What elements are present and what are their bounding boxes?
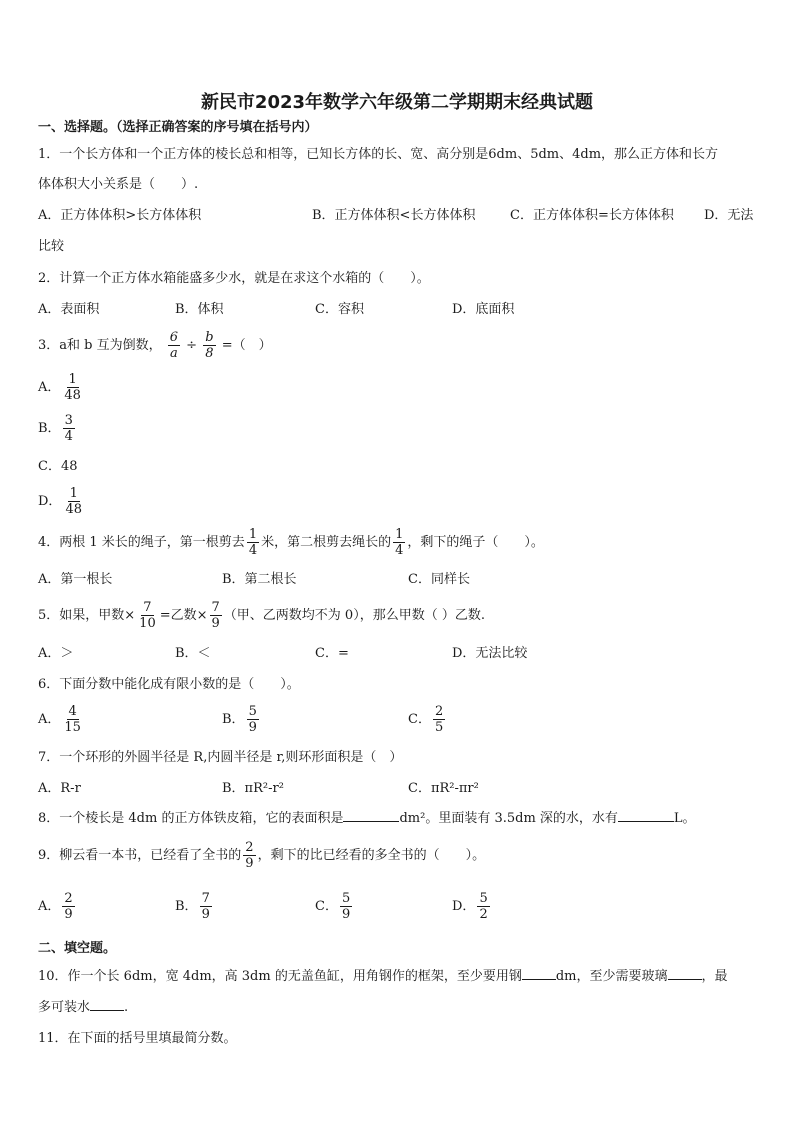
q3-fraction-6-over-a [168, 330, 180, 361]
numerator: 7 [143, 600, 152, 615]
q4-text-1: 4．两根 1 米长的绳子，第一根剪去 [38, 535, 245, 550]
q3-option-d[interactable] [38, 486, 86, 518]
q10-text-2: dm，至少需要玻璃 [555, 969, 668, 984]
q10-text-3: ，最 [701, 969, 728, 984]
option-letter: D． [452, 899, 476, 914]
q3-option-c[interactable]: C．48 [38, 459, 78, 474]
q5-option-c[interactable]: C．= [315, 646, 349, 661]
option-letter: A． [38, 380, 61, 395]
numerator: b [205, 330, 214, 345]
q5-text-2: =乙数× [159, 608, 208, 623]
fraction [62, 372, 83, 403]
option-letter: B． [222, 712, 245, 727]
q5-option-b[interactable]: B．＜ [175, 646, 211, 661]
numerator: 2 [245, 840, 254, 855]
q10-text-5: . [124, 1000, 129, 1015]
q2-option-b[interactable]: B．体积 [175, 302, 224, 317]
numerator: 7 [211, 600, 220, 615]
numerator: 2 [434, 704, 444, 719]
denominator: 4 [248, 543, 258, 558]
numerator: 5 [248, 704, 257, 719]
q2-stem: 2．计算一个正方体水箱能盛多少水，就是在求这个水箱的（ ）。 [38, 271, 430, 286]
section-heading-choice: 一、选择题。（选择正确答案的序号填在括号内） [38, 120, 318, 135]
q1-stem-line2: 体体积大小关系是（ ）. [38, 177, 199, 192]
denominator: 4 [395, 543, 404, 558]
q4-option-a[interactable]: A．第一根长 [38, 572, 113, 587]
numerator: 4 [68, 704, 77, 719]
q4-stem [38, 527, 544, 559]
numerator: 7 [201, 891, 210, 906]
q4-fraction-1 [247, 527, 259, 558]
q4-option-c[interactable]: C．同样长 [408, 572, 470, 587]
denominator: 2 [479, 907, 488, 922]
denominator: 48 [64, 388, 81, 403]
q4-fraction-2 [393, 527, 405, 558]
q1-option-d-cont: 比较 [38, 239, 65, 254]
q3-fraction-b-over-8 [203, 330, 215, 361]
q10-text-4: 多可装水 [38, 1000, 91, 1015]
page-title: 新民市2023年数学六年级第二学期期末经典试题 [200, 92, 594, 113]
q8-stem [38, 810, 696, 828]
q2-option-d[interactable]: D．底面积 [452, 302, 515, 317]
q8-blank-area[interactable] [343, 821, 399, 822]
q4-option-b[interactable]: B．第二根长 [222, 572, 297, 587]
q9-option-d[interactable] [452, 891, 492, 923]
q9-stem [38, 840, 485, 872]
q1-stem-line1: 1．一个长方体和一个正方体的棱长总和相等，已知长方体的长、宽、高分别是6dm、5dm、4dm，那么正方体和长方 [38, 147, 719, 162]
fraction [340, 891, 352, 922]
q9-option-c[interactable] [315, 891, 354, 923]
denominator: 4 [64, 429, 73, 444]
q4-text-3: ，剩下的绳子（ ）。 [407, 535, 544, 550]
q8-text-2: dm²。里面装有 3.5dm 深的水，水有 [399, 811, 618, 826]
option-letter: D． [38, 494, 62, 509]
fraction [63, 413, 75, 444]
q5-text-1: 5．如果，甲数× [38, 608, 136, 623]
option-letter: C． [408, 712, 431, 727]
q3-stem-tail: =（ ） [221, 338, 272, 353]
option-letter: A． [38, 899, 61, 914]
q8-text-1: 8．一个棱长是 4dm 的正方体铁皮箱，它的表面积是 [38, 811, 344, 826]
numerator: 6 [169, 330, 179, 345]
q1-option-a[interactable]: A．正方体体积>长方体体积 [38, 208, 202, 223]
fraction [62, 891, 74, 922]
fraction [200, 891, 212, 922]
option-letter: B． [175, 899, 198, 914]
q9-text-1: 9．柳云看一本书，已经看了全书的 [38, 848, 242, 863]
numerator: 5 [341, 891, 351, 906]
q6-stem: 6．下面分数中能化成有限小数的是（ ）。 [38, 677, 300, 692]
numerator: 1 [248, 527, 258, 542]
denominator: 9 [201, 907, 210, 922]
numerator: 5 [479, 891, 488, 906]
q6-option-b[interactable] [222, 704, 261, 736]
denominator: 15 [64, 720, 81, 735]
section-heading-fill: 二、填空题。 [38, 941, 117, 956]
q1-option-b[interactable]: B．正方体体积<长方体体积 [312, 208, 476, 223]
denominator: 9 [245, 856, 254, 871]
q9-fraction [243, 840, 255, 871]
denominator: 9 [341, 907, 351, 922]
q10-blank-water[interactable] [90, 1010, 124, 1011]
q9-option-b[interactable] [175, 891, 214, 923]
q10-stem-line1 [38, 968, 728, 986]
q7-stem: 7．一个环形的外圆半径是 R,内圆半径是 r,则环形面积是（ ） [38, 750, 403, 765]
q5-fraction-1 [137, 600, 158, 631]
q2-option-c[interactable]: C．容积 [315, 302, 364, 317]
q9-option-a[interactable] [38, 891, 77, 923]
q5-option-d[interactable]: D．无法比较 [452, 646, 528, 661]
q8-blank-volume[interactable] [618, 821, 674, 822]
q3-stem [38, 330, 272, 362]
q1-option-c[interactable]: C．正方体体积=长方体体积 [510, 208, 674, 223]
denominator: 8 [205, 346, 214, 361]
q10-blank-glass[interactable] [668, 979, 702, 980]
numerator: 1 [69, 486, 78, 501]
q10-blank-steel[interactable] [522, 979, 556, 980]
q9-text-2: ，剩下的比已经看的多全书的（ ）。 [257, 848, 486, 863]
denominator: 10 [139, 616, 156, 631]
fraction [247, 704, 259, 735]
option-letter: B． [38, 421, 61, 436]
q5-stem [38, 600, 485, 632]
denominator: a [170, 346, 178, 361]
q7-option-a[interactable]: A．R-r [38, 781, 81, 796]
denominator: 9 [211, 616, 220, 631]
fraction [477, 891, 489, 922]
denominator: 9 [64, 907, 73, 922]
q10-text-1: 10．作一个长 6dm，宽 4dm，高 3dm 的无盖鱼缸，用角钢作的框架，至少要用钢 [38, 969, 522, 984]
q6-option-c[interactable] [408, 704, 447, 736]
q5-fraction-2 [210, 600, 222, 631]
denominator: 9 [248, 720, 257, 735]
q3-option-a[interactable] [38, 372, 85, 404]
q5-option-a[interactable]: A．＞ [38, 646, 74, 661]
option-letter: C． [315, 899, 338, 914]
q1-option-d[interactable]: D．无法 [704, 208, 754, 223]
q5-text-3: （甲、乙两数均不为 0），那么甲数（ ）乙数. [223, 608, 485, 623]
numerator: 2 [64, 891, 73, 906]
fraction [62, 704, 83, 735]
denominator: 48 [65, 502, 82, 517]
numerator: 1 [68, 372, 77, 387]
numerator: 1 [395, 527, 404, 542]
denominator: 5 [434, 720, 444, 735]
q3-option-b[interactable] [38, 413, 77, 445]
q2-option-a[interactable]: A．表面积 [38, 302, 100, 317]
q6-option-a[interactable] [38, 704, 85, 736]
q7-option-b[interactable]: B．πR²-r² [222, 781, 284, 796]
option-letter: A． [38, 712, 61, 727]
numerator: 3 [64, 413, 73, 428]
fraction [433, 704, 445, 735]
q10-stem-line2 [38, 999, 128, 1017]
q3-stem-text: 3．a和 b 互为倒数， [38, 338, 162, 353]
fraction [63, 486, 84, 517]
division-sign: ÷ [186, 338, 198, 353]
q8-text-3: L。 [673, 811, 696, 826]
q4-text-2: 米，第二根剪去绳长的 [261, 535, 392, 550]
q7-option-c[interactable]: C．πR²-πr² [408, 781, 479, 796]
q11-stem: 11．在下面的括号里填最简分数。 [38, 1031, 237, 1046]
